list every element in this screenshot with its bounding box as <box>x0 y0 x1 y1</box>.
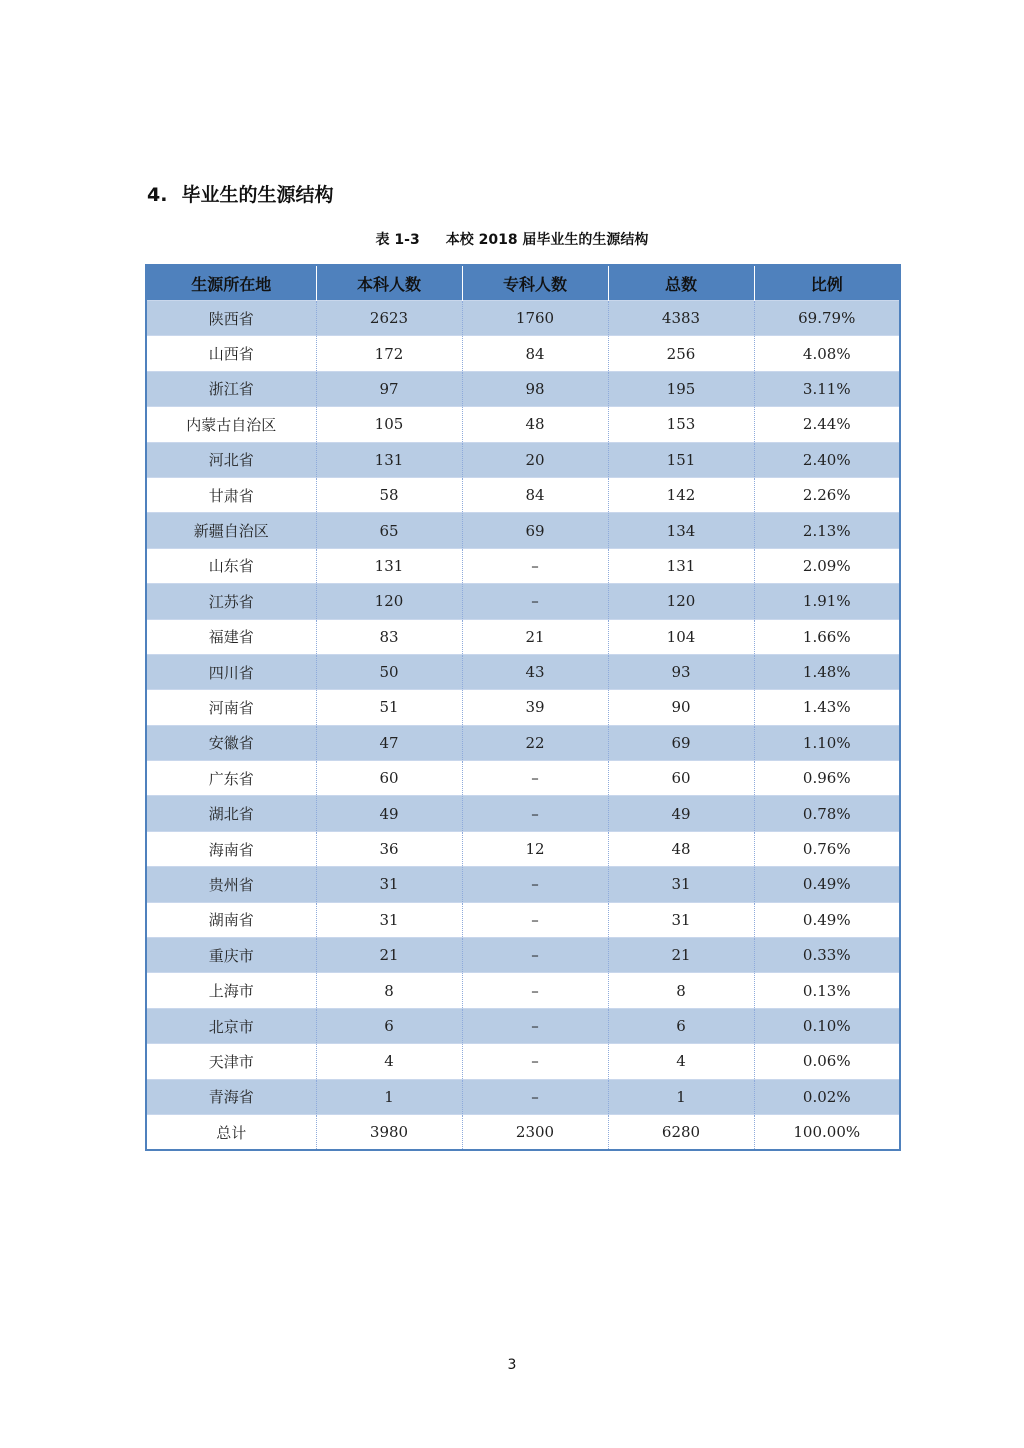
cell-ratio: 1.10% <box>754 725 900 760</box>
table-row <box>146 654 900 689</box>
cell-origin: 山东省 <box>146 548 316 583</box>
origin-table <box>145 264 901 1151</box>
cell-junior-college: – <box>462 867 608 902</box>
cell-undergraduate: 131 <box>316 548 462 583</box>
cell-ratio: 2.26% <box>754 477 900 512</box>
cell-ratio: 2.40% <box>754 442 900 477</box>
cell-junior-college: 22 <box>462 725 608 760</box>
cell-total: 90 <box>608 690 754 725</box>
cell-total: 31 <box>608 867 754 902</box>
cell-total: 4 <box>608 1044 754 1079</box>
cell-junior-college: – <box>462 1044 608 1079</box>
cell-origin: 新疆自治区 <box>146 513 316 548</box>
cell-junior-college: 20 <box>462 442 608 477</box>
cell-junior-college: 69 <box>462 513 608 548</box>
cell-ratio: 0.78% <box>754 796 900 831</box>
table-body <box>146 301 900 1151</box>
cell-undergraduate: 49 <box>316 796 462 831</box>
cell-total: 104 <box>608 619 754 654</box>
header-ratio: 比例 <box>754 265 900 301</box>
cell-junior-college: – <box>462 761 608 796</box>
cell-junior-college: – <box>462 584 608 619</box>
cell-undergraduate: 60 <box>316 761 462 796</box>
cell-origin: 河北省 <box>146 442 316 477</box>
cell-undergraduate: 105 <box>316 407 462 442</box>
cell-undergraduate: 4 <box>316 1044 462 1079</box>
header-undergraduate: 本科人数 <box>316 265 462 301</box>
cell-origin: 山西省 <box>146 336 316 371</box>
cell-ratio: 1.91% <box>754 584 900 619</box>
cell-undergraduate: 47 <box>316 725 462 760</box>
cell-junior-college: 43 <box>462 654 608 689</box>
cell-total: 31 <box>608 902 754 937</box>
cell-undergraduate: 31 <box>316 902 462 937</box>
table-total-row <box>146 1114 900 1150</box>
table-row <box>146 548 900 583</box>
table-row <box>146 690 900 725</box>
cell-total: 21 <box>608 938 754 973</box>
cell-total: 131 <box>608 548 754 583</box>
cell-junior-college: 39 <box>462 690 608 725</box>
cell-undergraduate: 50 <box>316 654 462 689</box>
table-row <box>146 1044 900 1079</box>
table-row <box>146 301 900 336</box>
cell-total: 8 <box>608 973 754 1008</box>
cell-total: 60 <box>608 761 754 796</box>
cell-ratio: 0.06% <box>754 1044 900 1079</box>
cell-undergraduate: 131 <box>316 442 462 477</box>
table-row <box>146 725 900 760</box>
cell-ratio: 2.44% <box>754 407 900 442</box>
table-row <box>146 1079 900 1114</box>
cell-undergraduate: 6 <box>316 1008 462 1043</box>
cell-origin: 陕西省 <box>146 301 316 336</box>
cell-ratio: 0.10% <box>754 1008 900 1043</box>
cell-undergraduate: 8 <box>316 973 462 1008</box>
page-number: 3 <box>507 1357 517 1373</box>
cell-undergraduate: 58 <box>316 477 462 512</box>
table-row <box>146 371 900 406</box>
table-caption-label: 表 1-3 <box>375 232 420 248</box>
cell-undergraduate: 36 <box>316 831 462 866</box>
cell-origin: 四川省 <box>146 654 316 689</box>
cell-junior-college: 1760 <box>462 301 608 336</box>
cell-origin: 重庆市 <box>146 938 316 973</box>
cell-undergraduate: 65 <box>316 513 462 548</box>
cell-ratio: 1.66% <box>754 619 900 654</box>
cell-ratio: 0.13% <box>754 973 900 1008</box>
table-row <box>146 938 900 973</box>
cell-origin: 总计 <box>146 1114 316 1150</box>
cell-ratio: 1.48% <box>754 654 900 689</box>
header-junior-college: 专科人数 <box>462 265 608 301</box>
cell-origin: 湖北省 <box>146 796 316 831</box>
section-number: 4. <box>147 184 168 206</box>
cell-total: 4383 <box>608 301 754 336</box>
cell-total: 142 <box>608 477 754 512</box>
cell-total: 48 <box>608 831 754 866</box>
header-origin: 生源所在地 <box>146 265 316 301</box>
cell-junior-college: – <box>462 938 608 973</box>
table-row <box>146 761 900 796</box>
cell-undergraduate: 83 <box>316 619 462 654</box>
cell-origin: 江苏省 <box>146 584 316 619</box>
cell-ratio: 0.02% <box>754 1079 900 1114</box>
cell-ratio: 2.13% <box>754 513 900 548</box>
cell-undergraduate: 21 <box>316 938 462 973</box>
cell-ratio: 0.49% <box>754 902 900 937</box>
table-row <box>146 336 900 371</box>
cell-total: 151 <box>608 442 754 477</box>
cell-total: 195 <box>608 371 754 406</box>
table-row <box>146 831 900 866</box>
cell-junior-college: 12 <box>462 831 608 866</box>
cell-undergraduate: 31 <box>316 867 462 902</box>
cell-origin: 浙江省 <box>146 371 316 406</box>
table-row <box>146 973 900 1008</box>
table-row <box>146 902 900 937</box>
cell-origin: 天津市 <box>146 1044 316 1079</box>
cell-origin: 上海市 <box>146 973 316 1008</box>
cell-junior-college: – <box>462 973 608 1008</box>
cell-origin: 甘肃省 <box>146 477 316 512</box>
cell-origin: 福建省 <box>146 619 316 654</box>
cell-origin: 湖南省 <box>146 902 316 937</box>
table-row <box>146 584 900 619</box>
cell-undergraduate: 1 <box>316 1079 462 1114</box>
cell-total: 120 <box>608 584 754 619</box>
cell-junior-college: – <box>462 796 608 831</box>
cell-ratio: 0.49% <box>754 867 900 902</box>
section-heading <box>147 180 333 207</box>
cell-undergraduate: 120 <box>316 584 462 619</box>
cell-origin: 北京市 <box>146 1008 316 1043</box>
header-total: 总数 <box>608 265 754 301</box>
table-row <box>146 477 900 512</box>
table-row <box>146 867 900 902</box>
cell-ratio: 100.00% <box>754 1114 900 1150</box>
cell-ratio: 3.11% <box>754 371 900 406</box>
cell-undergraduate: 172 <box>316 336 462 371</box>
cell-total: 256 <box>608 336 754 371</box>
cell-junior-college: 48 <box>462 407 608 442</box>
table-caption-text: 本校 2018 届毕业生的生源结构 <box>445 232 649 248</box>
cell-total: 69 <box>608 725 754 760</box>
table-row <box>146 1008 900 1043</box>
cell-total: 6 <box>608 1008 754 1043</box>
cell-origin: 海南省 <box>146 831 316 866</box>
cell-ratio: 0.33% <box>754 938 900 973</box>
table-row <box>146 442 900 477</box>
table-row <box>146 796 900 831</box>
cell-junior-college: 84 <box>462 477 608 512</box>
cell-ratio: 2.09% <box>754 548 900 583</box>
cell-junior-college: – <box>462 1008 608 1043</box>
cell-junior-college: – <box>462 902 608 937</box>
cell-origin: 贵州省 <box>146 867 316 902</box>
cell-ratio: 69.79% <box>754 301 900 336</box>
cell-origin: 安徽省 <box>146 725 316 760</box>
cell-undergraduate: 97 <box>316 371 462 406</box>
cell-total: 134 <box>608 513 754 548</box>
cell-undergraduate: 51 <box>316 690 462 725</box>
cell-ratio: 1.43% <box>754 690 900 725</box>
cell-total: 49 <box>608 796 754 831</box>
cell-total: 6280 <box>608 1114 754 1150</box>
cell-origin: 青海省 <box>146 1079 316 1114</box>
cell-undergraduate: 2623 <box>316 301 462 336</box>
cell-undergraduate: 3980 <box>316 1114 462 1150</box>
table-caption <box>0 229 1024 249</box>
table-row <box>146 513 900 548</box>
cell-origin: 广东省 <box>146 761 316 796</box>
cell-junior-college: 98 <box>462 371 608 406</box>
cell-junior-college: – <box>462 1079 608 1114</box>
section-title: 毕业生的生源结构 <box>181 184 334 206</box>
table-row <box>146 619 900 654</box>
cell-origin: 内蒙古自治区 <box>146 407 316 442</box>
cell-total: 93 <box>608 654 754 689</box>
cell-junior-college: 84 <box>462 336 608 371</box>
cell-origin: 河南省 <box>146 690 316 725</box>
cell-ratio: 4.08% <box>754 336 900 371</box>
table-row <box>146 407 900 442</box>
cell-total: 1 <box>608 1079 754 1114</box>
table-header-row <box>146 265 900 301</box>
cell-ratio: 0.76% <box>754 831 900 866</box>
cell-junior-college: – <box>462 548 608 583</box>
cell-junior-college: 21 <box>462 619 608 654</box>
cell-ratio: 0.96% <box>754 761 900 796</box>
cell-total: 153 <box>608 407 754 442</box>
cell-junior-college: 2300 <box>462 1114 608 1150</box>
